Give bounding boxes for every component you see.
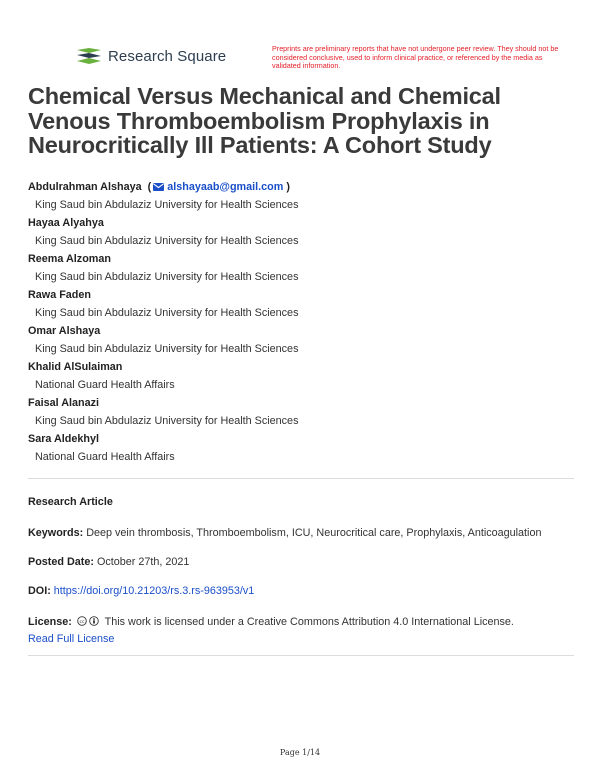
author-name: Abdulrahman Alshaya [28, 181, 142, 193]
keywords-value: Deep vein thrombosis, Thromboembolism, ICU, Neurocritical care, Prophylaxis, Anticoagulation [86, 527, 542, 539]
author-affiliation: King Saud bin Abdulaziz University for Health Sciences [35, 343, 299, 355]
page-number: Page 1/14 [279, 748, 321, 757]
author-name: Hayaa Alyahya [28, 217, 104, 229]
logo-square: Square [177, 47, 227, 65]
doi-line [28, 585, 254, 597]
author-entry [28, 179, 576, 215]
license-label: License: [28, 616, 72, 628]
research-square-logo-icon [75, 46, 103, 66]
posted-date-line [28, 556, 189, 568]
keywords-label: Keywords: [28, 527, 84, 539]
divider [28, 478, 574, 479]
author-affiliation: King Saud bin Abdulaziz University for Health Sciences [35, 271, 299, 283]
author-affiliation: King Saud bin Abdulaziz University for Health Sciences [35, 235, 299, 247]
author-email-wrap: ( alshayaab@gmail.com ) [144, 181, 290, 193]
cc-icons [77, 616, 99, 626]
keywords-line [28, 527, 541, 539]
divider [28, 655, 574, 656]
license-text: This work is licensed under a Creative Commons Attribution 4.0 International License. [104, 616, 514, 628]
logo-wordmark [108, 48, 226, 65]
author-email-link[interactable]: alshayaab@gmail.com [167, 181, 284, 193]
creative-commons-icon [77, 616, 87, 626]
research-square-logo[interactable] [75, 46, 226, 66]
author-name: Reema Alzoman [28, 253, 112, 265]
svg-text:cc: cc [79, 619, 85, 625]
author-entry [28, 251, 576, 287]
posted-date-value: October 27th, 2021 [97, 556, 190, 568]
author-affiliation: National Guard Health Affairs [35, 379, 175, 391]
author-affiliation: King Saud bin Abdulaziz University for Health Sciences [35, 415, 299, 427]
author-entry [28, 323, 576, 359]
author-name: Omar Alshaya [28, 325, 101, 337]
author-entry [28, 395, 576, 431]
author-entry [28, 287, 576, 323]
doi-link[interactable]: https://doi.org/10.21203/rs.3.rs-963953/v1 [53, 585, 255, 597]
author-entry [28, 359, 576, 395]
preprint-disclaimer: Preprints are preliminary reports that have not undergone peer review. They should not be considered conclusive, used to inform clinical practice, or referenced by the media as validated information. [272, 44, 559, 71]
author-affiliation: National Guard Health Affairs [35, 451, 175, 463]
attribution-icon [89, 616, 99, 626]
author-affiliation: King Saud bin Abdulaziz University for Health Sciences [35, 307, 299, 319]
author-name: Khalid AlSulaiman [28, 361, 123, 373]
mail-icon [153, 183, 164, 191]
author-name: Rawa Faden [28, 289, 91, 301]
author-entry [28, 431, 576, 467]
license-line [28, 614, 574, 648]
author-name: Sara Aldekhyl [28, 433, 100, 445]
paper-title: Chemical Versus Mechanical and Chemical Venous Thromboembolism Prophylaxis in Neurocritically Ill Patients: A Cohort Study [28, 83, 501, 158]
doi-label: DOI: [28, 585, 51, 597]
author-entry [28, 215, 576, 251]
read-full-license-link[interactable]: Read Full License [28, 633, 115, 645]
author-list [28, 179, 576, 467]
logo-research: Research [108, 47, 173, 65]
posted-date-label: Posted Date: [28, 556, 94, 568]
author-affiliation: King Saud bin Abdulaziz University for Health Sciences [35, 199, 299, 211]
article-type: Research Article [28, 496, 113, 508]
author-name: Faisal Alanazi [28, 397, 100, 409]
